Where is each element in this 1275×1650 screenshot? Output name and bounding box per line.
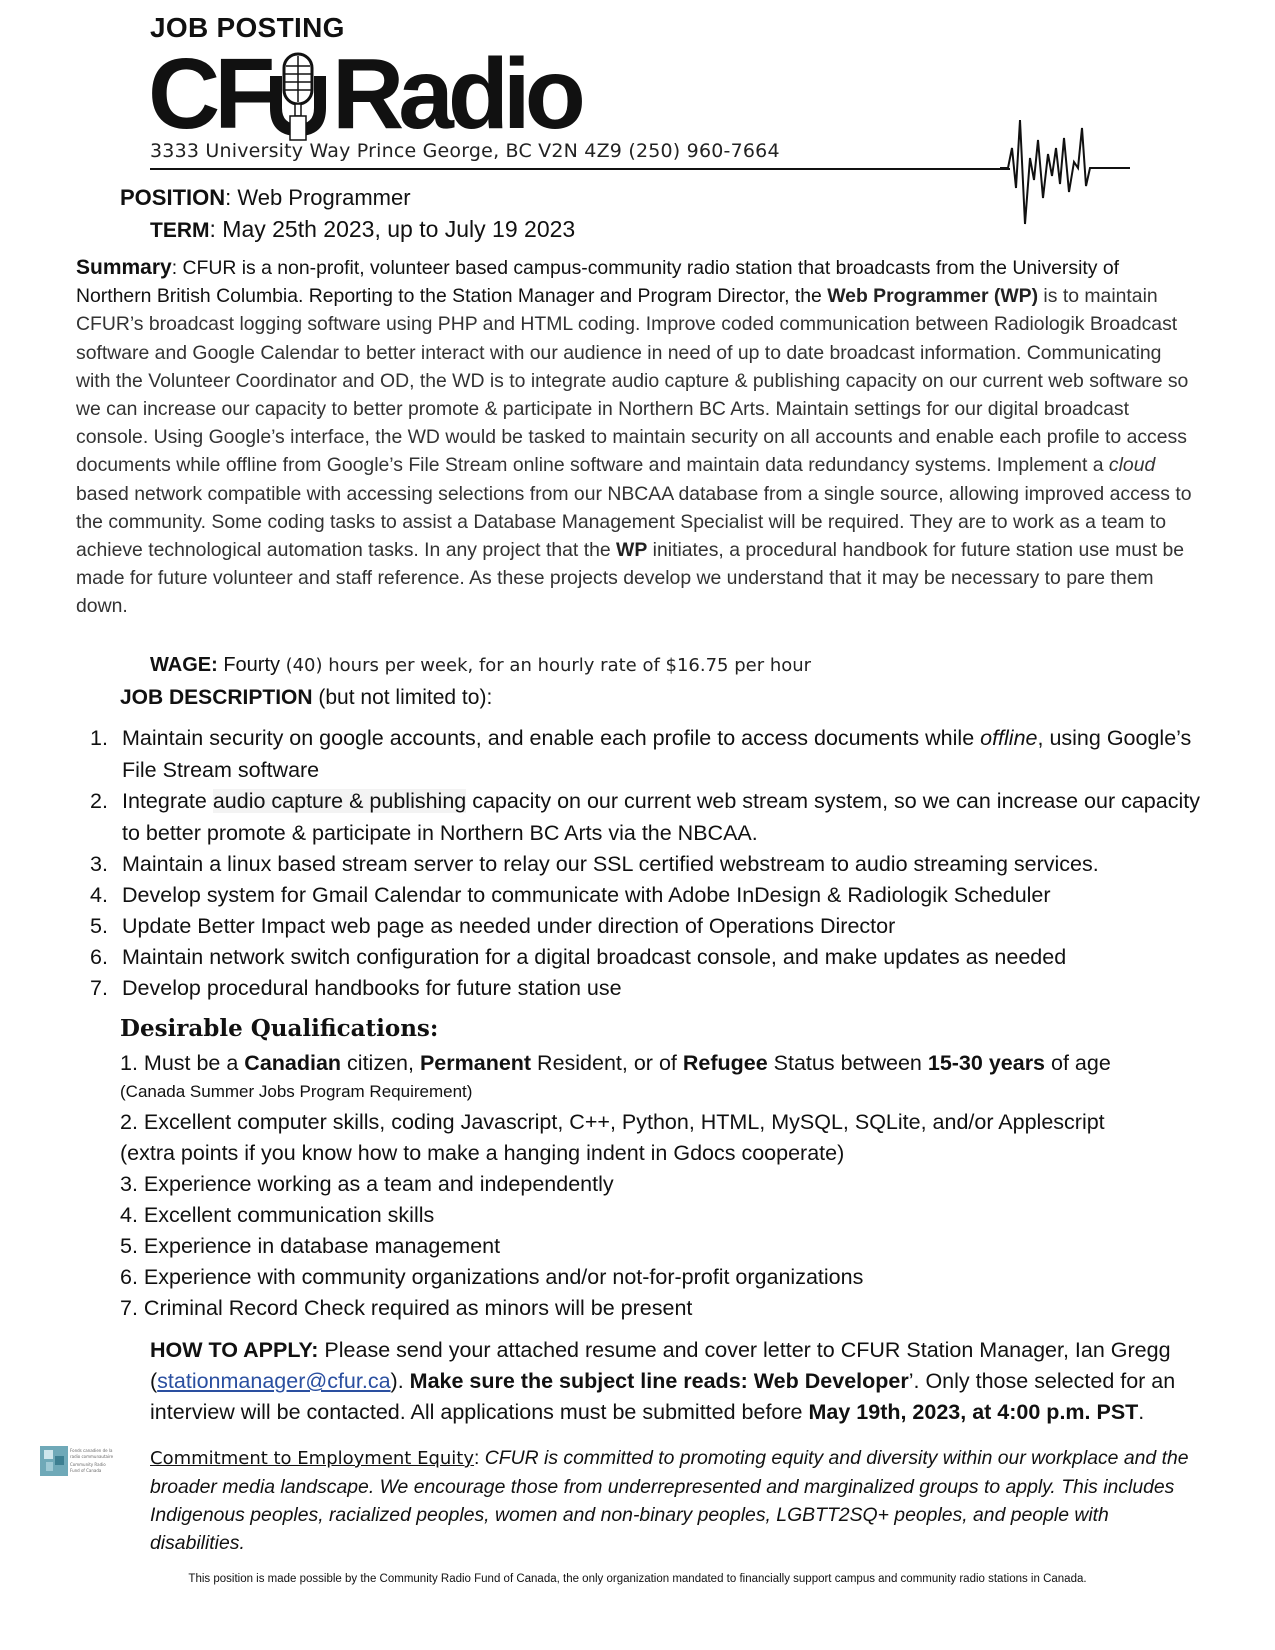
job-description-suffix: (but not limited to): — [312, 686, 493, 709]
list-text-bold: 15-30 years — [927, 1051, 1046, 1075]
list-item — [90, 848, 1200, 880]
list-number: 4. — [90, 883, 108, 907]
list-text: Excellent communication skills — [137, 1203, 435, 1227]
list-number: 6. — [120, 1265, 138, 1289]
wage-line — [150, 654, 811, 677]
list-item — [90, 722, 1200, 786]
term-line — [150, 216, 575, 243]
list-item — [120, 1200, 1210, 1231]
list-item — [120, 1048, 1210, 1079]
footer-note: This position is made possible by the Community Radio Fund of Canada, the only organization mandated to financially support campus and community radio stations in Canada. — [188, 1573, 1087, 1585]
apply-text: ’. Only those selected for an interview will be contacted. All applications must be submitted before — [150, 1369, 1176, 1424]
how-to-apply-label: HOW TO APPLY: — [150, 1338, 319, 1362]
term-label: TERM — [150, 219, 210, 242]
list-item — [90, 910, 1200, 942]
list-number: 6. — [90, 945, 108, 969]
list-text: Update Better Impact web page as needed under direction of Operations Director — [122, 914, 896, 938]
job-description-list — [90, 722, 1200, 1003]
fund-logo-line1: Fonds canadien de la — [70, 1448, 113, 1453]
position-line — [120, 185, 411, 211]
list-number: 4. — [120, 1203, 138, 1227]
list-text-bold: Canadian — [244, 1051, 342, 1075]
equity-statement — [150, 1444, 1200, 1557]
list-number: 7. — [120, 1296, 138, 1320]
list-text: Must be a — [137, 1051, 245, 1075]
svg-text:Radio: Radio — [332, 46, 580, 142]
list-text: citizen, — [341, 1051, 420, 1075]
list-item — [120, 1107, 1210, 1138]
list-number: 2. — [90, 789, 108, 813]
list-item — [120, 1262, 1210, 1293]
apply-text: ). — [390, 1369, 410, 1393]
wage-value: Fourty — [217, 654, 286, 676]
summary-italic-cloud: cloud — [1108, 454, 1156, 477]
summary-text-1: : CFUR is a non-profit, volunteer based campus-community radio station that broadcasts from the University of Northern British Columbia. Reporting to the Station Manager and Program Director, the — [76, 257, 1120, 308]
cfur-radio-logo-icon — [148, 46, 608, 142]
list-text: , using Google’s File Stream software — [122, 726, 1192, 782]
position-value: : Web Programmer — [225, 185, 411, 210]
list-text: of age — [1045, 1051, 1111, 1075]
list-text: Experience with community organizations and/or not-for-profit organizations — [137, 1265, 864, 1289]
list-text-highlight: audio capture & publishing — [212, 789, 467, 813]
list-text-bold: Refugee — [682, 1051, 768, 1075]
equity-title: Commitment to Employment Equity — [150, 1448, 475, 1469]
qualification-note: (extra points if you know how to make a hanging indent in Gdocs cooperate) — [120, 1141, 845, 1165]
list-item — [120, 1169, 1210, 1200]
list-number: 1. — [120, 1051, 138, 1075]
apply-deadline: May 19th, 2023, at 4:00 p.m. PST — [808, 1400, 1139, 1424]
position-label: POSITION — [120, 185, 226, 210]
list-item — [90, 879, 1200, 911]
apply-subject-line: Make sure the subject line reads: Web Developer — [409, 1369, 909, 1393]
list-text: Integrate — [122, 789, 213, 813]
community-radio-fund-logo — [40, 1444, 114, 1478]
how-to-apply-paragraph — [150, 1335, 1190, 1428]
list-number: 3. — [120, 1172, 138, 1196]
fund-logo-line2: radio communautaire — [70, 1454, 114, 1459]
svg-text:CF: CF — [148, 46, 270, 142]
list-text: Resident, or of — [531, 1051, 683, 1075]
list-number: 3. — [90, 852, 108, 876]
list-text: Maintain security on google accounts, and enable each profile to access documents while — [122, 726, 981, 750]
qualifications-list — [120, 1048, 1210, 1324]
list-number: 7. — [90, 976, 108, 1000]
list-text: capacity on our current web stream system, so we can increase our capacity to better promote & participate in Northern BC Arts via the NBCAA. — [122, 789, 1200, 845]
list-text: Experience in database management — [137, 1234, 501, 1258]
list-text: Excellent computer skills, coding Javascript, C++, Python, HTML, MySQL, SQLite, and/or Applescript — [137, 1110, 1105, 1134]
wage-label: WAGE: — [150, 654, 218, 676]
list-text: Maintain a linux based stream server to relay our SSL certified webstream to audio streaming services. — [122, 852, 1099, 876]
equity-text: CFUR is committed to promoting equity and diversity within our workplace and the broader media landscape. We encourage those from underrepresented and marginalized groups to apply. This includes Indigenous peoples, racialized peoples, women and non-binary peoples, LGBTT2SQ+ peoples, and people with disabilities. — [150, 1447, 1189, 1554]
list-text: Criminal Record Check required as minors will be present — [137, 1296, 693, 1320]
list-text: Maintain network switch configuration for a digital broadcast console, and make updates as needed — [122, 945, 1067, 969]
qualifications-title: Desirable Qualifications: — [120, 1015, 439, 1042]
job-description-label: JOB DESCRIPTION — [120, 686, 313, 709]
list-number: 5. — [120, 1234, 138, 1258]
list-text: Develop system for Gmail Calendar to communicate with Adobe InDesign & Radiologik Scheduler — [122, 883, 1051, 907]
list-number: 2. — [120, 1110, 138, 1134]
list-number: 5. — [90, 914, 108, 938]
list-item — [120, 1231, 1210, 1262]
summary-label: Summary — [76, 256, 172, 279]
pulse-wave-icon — [1000, 118, 1130, 226]
list-item — [90, 972, 1200, 1004]
list-number: 1. — [90, 726, 108, 750]
summary-bold-wp-2: WP — [616, 539, 648, 562]
wage-detail: (40) hours per week, for an hourly rate of $16.75 per hour — [285, 655, 812, 676]
cfur-logo — [148, 46, 608, 142]
summary-paragraph — [76, 254, 1196, 621]
summary-text-2: is to maintain CFUR’s broadcast logging software using PHP and HTML coding. Improve coded communication between Radiologik Broadcast software and Google Calendar to better interact with our audience in need of up to date broadcast information. Communicating with the Volunteer Coordinator and OD, the WD is to integrate audio capture & publishing capacity on our current web software so we can increase our capacity to better promote & participate in Northern BC Arts. Maintain settings for our digital broadcast console. Using Google’s interface, the WD would be tasked to maintain security on all accounts and enable each profile to access documents while offline from Google’s File Stream online software and maintain data redundancy systems. Implement a — [76, 285, 1189, 477]
fund-logo-line4: Fund of Canada — [70, 1468, 102, 1473]
job-posting-label: JOB POSTING — [150, 12, 345, 43]
header-divider — [150, 168, 1010, 170]
fund-logo-line3: Community Radio — [70, 1462, 106, 1467]
apply-text: Please send your attached resume and cover letter to CFUR Station Manager, Ian Gregg ( — [150, 1338, 1171, 1393]
list-text-bold: Permanent — [419, 1051, 532, 1075]
term-value: : May 25th 2023, up to July 19 2023 — [209, 216, 576, 242]
list-text-italic: offline — [980, 726, 1038, 750]
list-item — [120, 1293, 1210, 1324]
list-text: Status between — [767, 1051, 928, 1075]
job-description-heading — [120, 686, 492, 710]
email-link[interactable]: stationmanager@cfur.ca — [157, 1369, 391, 1393]
summary-text-3: based network compatible with accessing selections from our NBCAA database from a single source, allowing improved access to the community. Some coding tasks to assist a Database Management Specialist will be required. They are to work as a team to achieve technological automation tasks. In any project that the — [76, 482, 1192, 562]
list-text: Develop procedural handbooks for future station use — [122, 976, 622, 1000]
list-text: Experience working as a team and independently — [137, 1172, 614, 1196]
qualification-note: (Canada Summer Jobs Program Requirement) — [120, 1082, 473, 1101]
summary-text-4: initiates, a procedural handbook for future station use must be made for future volunteer and staff reference. As these projects develop we understand that it may be necessary to pare them down. — [76, 539, 1185, 618]
list-item — [90, 785, 1200, 849]
summary-bold-wp: Web Programmer (WP) — [827, 285, 1039, 308]
equity-separator: : — [474, 1447, 485, 1469]
station-address: 3333 University Way Prince George, BC V2N 4Z9 (250) 960-7664 — [150, 140, 780, 162]
list-item — [90, 941, 1200, 973]
apply-text: . — [1138, 1400, 1145, 1424]
